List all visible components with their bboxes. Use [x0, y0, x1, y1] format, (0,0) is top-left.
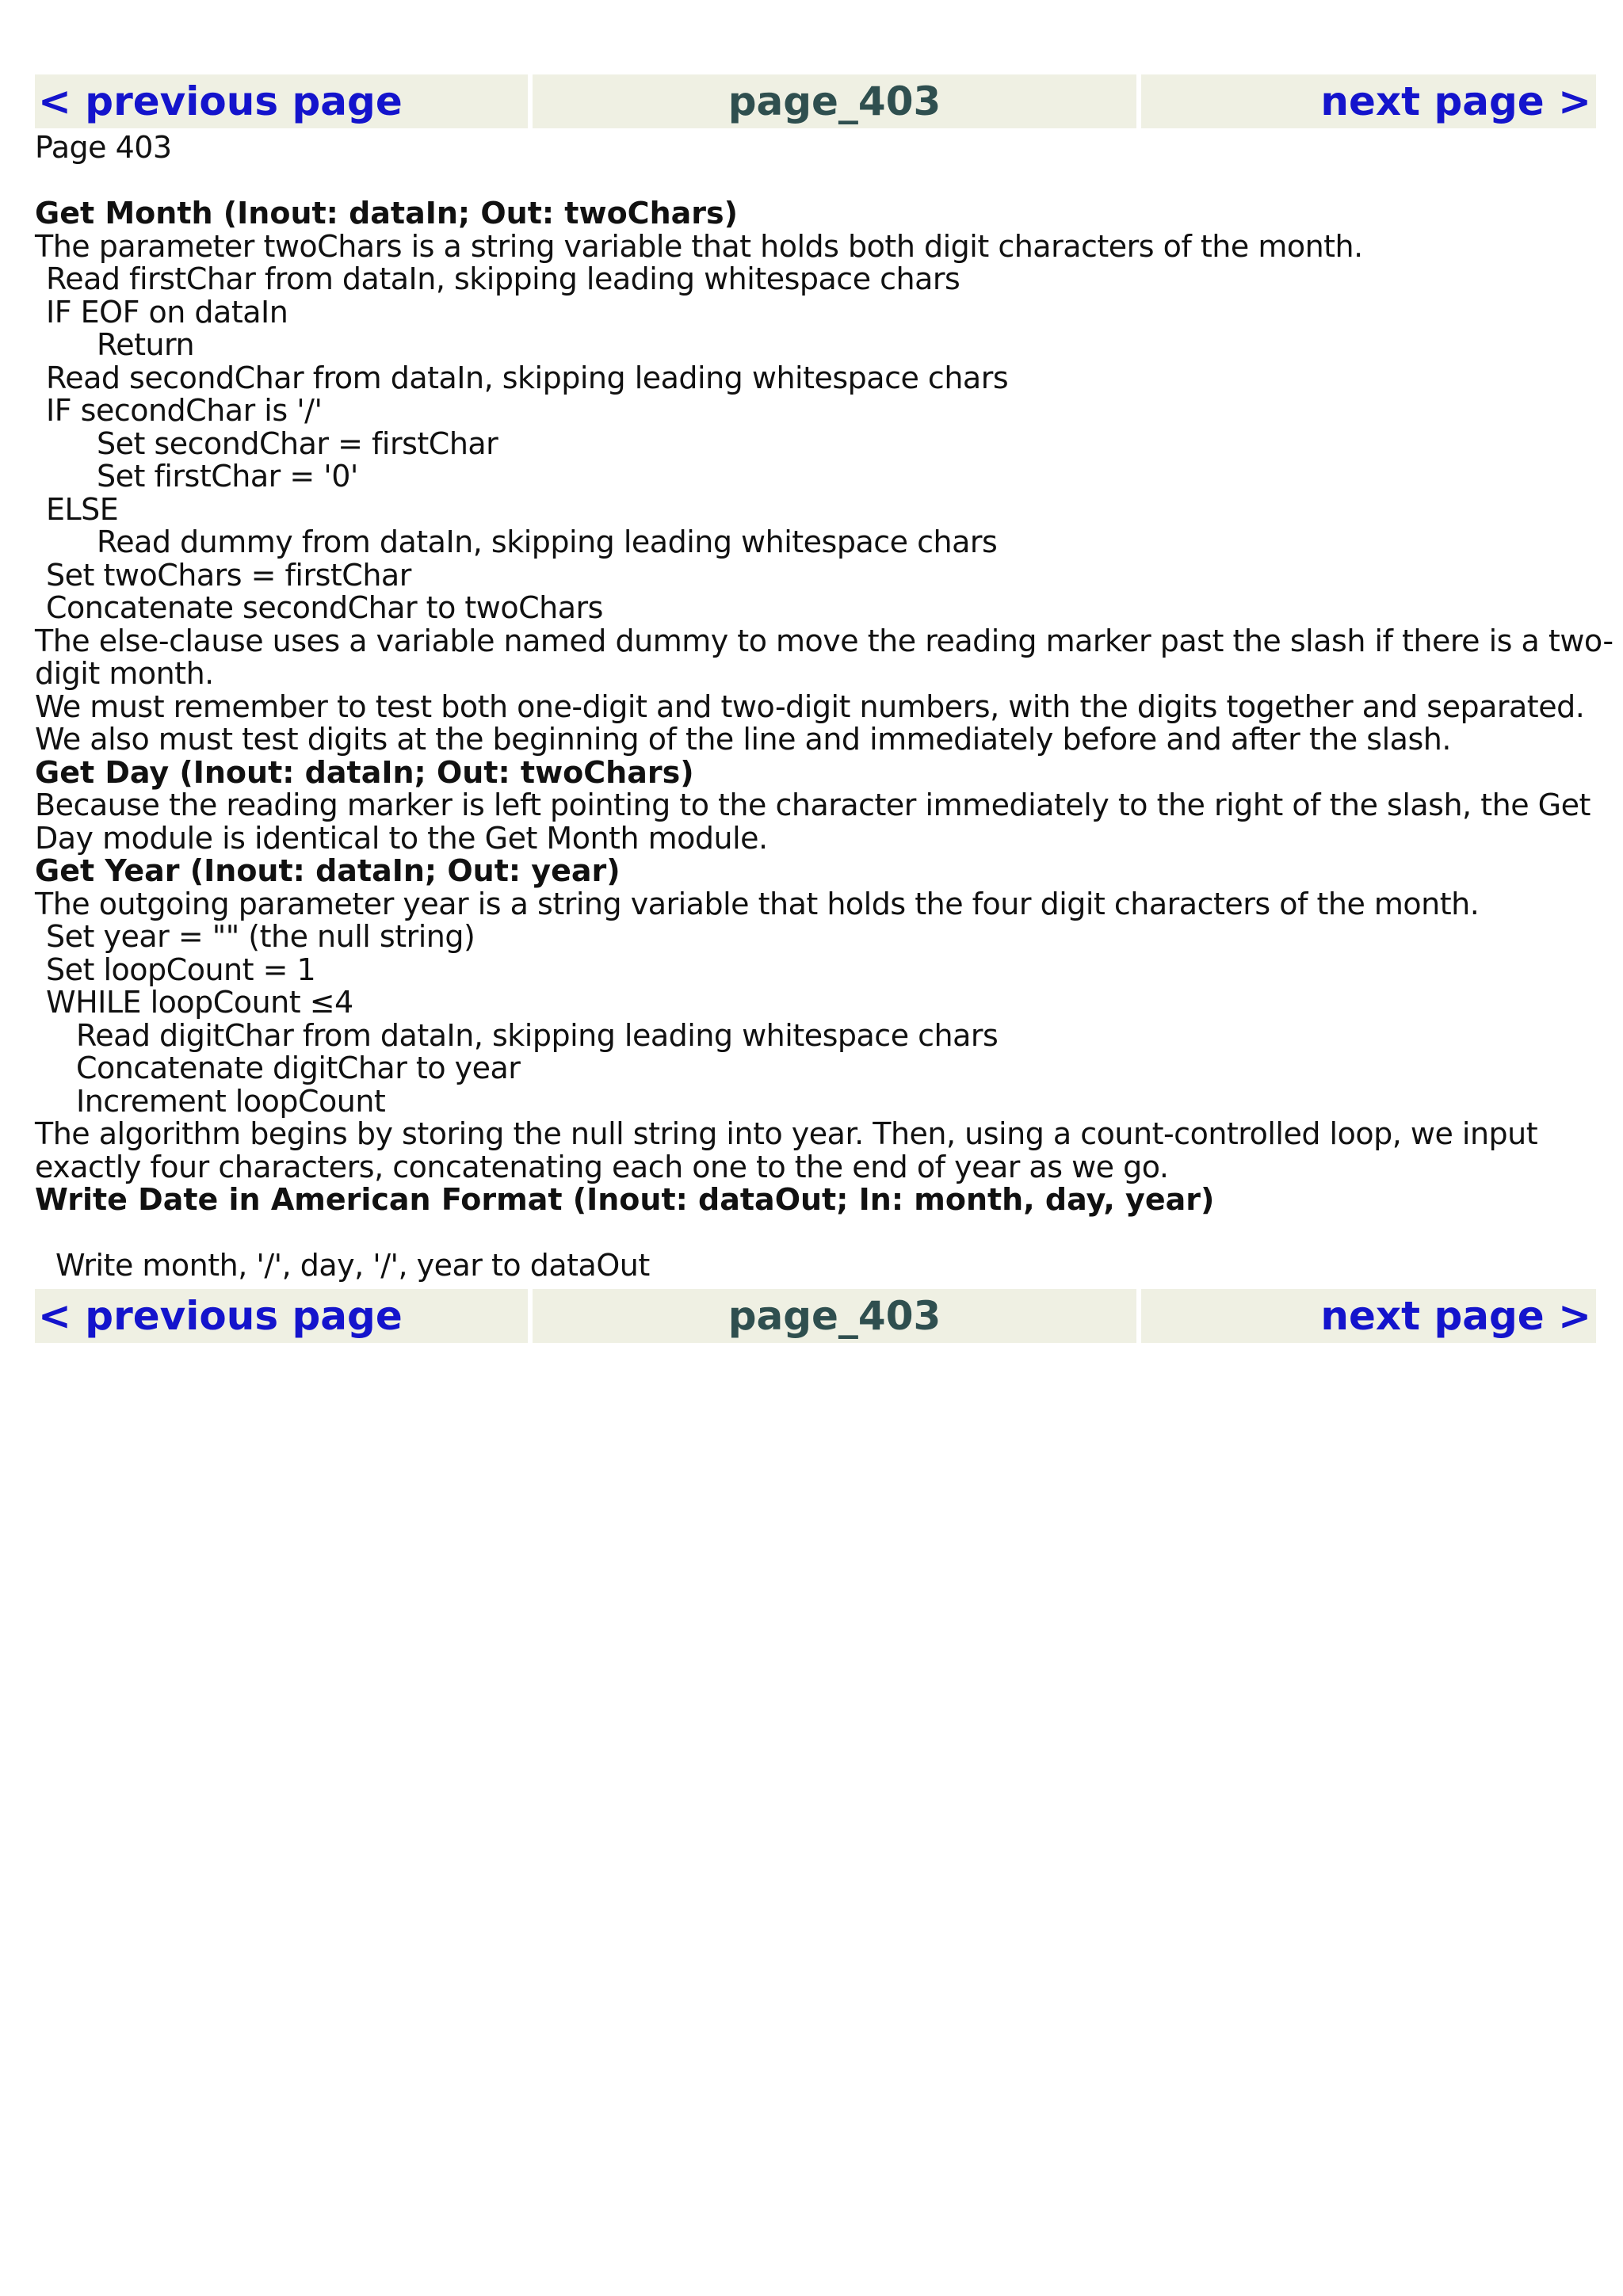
get-year-description: The outgoing parameter year is a string variable that holds the four digit characters of the month.	[35, 886, 1480, 921]
bottom-navigation-bar	[35, 1289, 1596, 1343]
paragraph-line: Because the reading marker is left pointing to the character immediately to the right of the slash, the Get	[35, 788, 1591, 822]
code-line: Set secondChar = firstChar	[97, 425, 498, 461]
paragraph-line: exactly four characters, concatenating each one to the end of year as we go.	[35, 1149, 1169, 1184]
next-page-link[interactable]: next page >	[1141, 74, 1596, 128]
page-content	[35, 130, 1613, 1283]
code-line: Write month, '/', day, '/', year to dataOut	[55, 1248, 650, 1283]
code-line: WHILE loopCount ≤4	[46, 985, 353, 1020]
previous-page-link[interactable]: < previous page	[35, 1289, 528, 1343]
code-line: Set firstChar = '0'	[97, 459, 358, 494]
code-line: Read dummy from dataIn, skipping leading whitespace chars	[97, 524, 998, 559]
paragraph-line: Day module is identical to the Get Month module.	[35, 820, 768, 856]
code-line: Increment loopCount	[76, 1083, 386, 1119]
code-line: ELSE	[46, 491, 119, 527]
page-number-label: Page 403	[35, 130, 172, 165]
get-day-heading: Get Day (Inout: dataIn; Out: twoChars)	[35, 754, 694, 790]
previous-page-link[interactable]: < previous page	[35, 74, 528, 128]
top-navigation-bar	[35, 74, 1596, 128]
write-date-heading: Write Date in American Format (Inout: dataOut; In: month, day, year)	[35, 1182, 1215, 1217]
page-title: page_403	[533, 1289, 1136, 1343]
get-month-description: The parameter twoChars is a string variable that holds both digit characters of the month.	[35, 228, 1363, 264]
paragraph-line: The algorithm begins by storing the null string into year. Then, using a count-controlled loop, we input	[35, 1116, 1538, 1151]
paragraph-line: digit month.	[35, 656, 214, 691]
code-line: Read secondChar from dataIn, skipping leading whitespace chars	[46, 360, 1009, 395]
code-line: Read digitChar from dataIn, skipping leading whitespace chars	[76, 1017, 999, 1053]
get-month-heading: Get Month (Inout: dataIn; Out: twoChars)	[35, 196, 738, 231]
page-title: page_403	[533, 74, 1136, 128]
book-page	[35, 74, 1613, 1343]
paragraph-line: The else-clause uses a variable named dummy to move the reading marker past the slash if there is a two-	[35, 623, 1613, 658]
code-line: Set year = "" (the null string)	[46, 919, 475, 954]
code-line: Read firstChar from dataIn, skipping leading whitespace chars	[46, 261, 960, 296]
blank-line	[35, 1217, 1596, 1250]
code-line: Concatenate secondChar to twoChars	[46, 590, 603, 625]
code-line: Concatenate digitChar to year	[76, 1051, 521, 1085]
paragraph-line: We also must test digits at the beginning of the line and immediately before and after the slash.	[35, 722, 1451, 757]
code-line: IF secondChar is '/'	[46, 393, 323, 428]
code-line: Return	[97, 327, 195, 362]
code-line: Set loopCount = 1	[46, 952, 316, 987]
code-line: Set twoChars = firstChar	[46, 557, 411, 593]
get-year-heading: Get Year (Inout: dataIn; Out: year)	[35, 853, 621, 888]
paragraph-line: We must remember to test both one-digit and two-digit numbers, with the digits together and separated.	[35, 688, 1585, 724]
next-page-link[interactable]: next page >	[1141, 1289, 1596, 1343]
code-line: IF EOF on dataIn	[46, 294, 288, 330]
blank-line	[35, 165, 1596, 198]
